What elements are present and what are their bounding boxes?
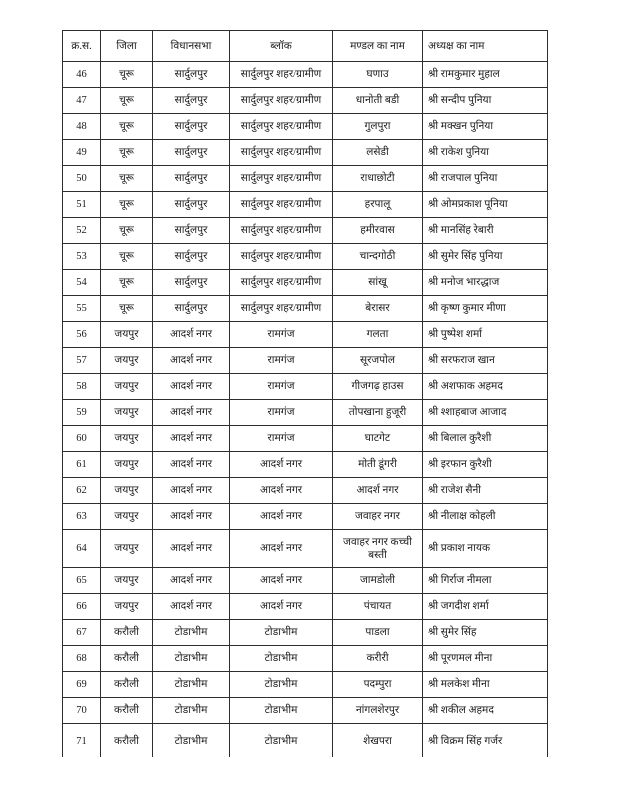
table-cell: आदर्श नगर [153,568,230,594]
table-cell: श्री बिलाल कुरैशी [423,426,548,452]
table-cell: जयपुर [101,348,153,374]
table-cell: श्री पूरणमल मीना [423,646,548,672]
table-cell: जयपुर [101,594,153,620]
table-row [63,568,548,594]
table-row [63,140,548,166]
table-cell: जयपुर [101,530,153,568]
table-cell: चूरू [101,114,153,140]
table-cell: श्री श्शाहबाज आजाद [423,400,548,426]
table-cell: सार्दुलपुर शहर/ग्रामीण [230,270,333,296]
table-cell: आदर्श नगर [153,478,230,504]
table-cell: चूरू [101,166,153,192]
table-cell: 49 [63,140,101,166]
table-cell: 70 [63,698,101,724]
table-cell: टोडाभीम [230,698,333,724]
table-cell: शेखपरा [333,724,423,758]
table-cell: सार्दुलपुर [153,166,230,192]
table-cell: बेरासर [333,296,423,322]
table-cell: चान्दगोठी [333,244,423,270]
table-cell: हमीरवास [333,218,423,244]
table-cell: चूरू [101,192,153,218]
table-cell: श्री पुष्पेश शर्मा [423,322,548,348]
table-cell: जयपुर [101,322,153,348]
table-cell: टोडाभीम [153,672,230,698]
table-cell: रामगंज [230,322,333,348]
table-cell: सार्दुलपुर शहर/ग्रामीण [230,244,333,270]
table-cell: हरपालू [333,192,423,218]
table-row [63,348,548,374]
table-cell: चूरू [101,296,153,322]
table-cell: 58 [63,374,101,400]
table-cell: करौली [101,620,153,646]
table-cell: आदर्श नगर [230,530,333,568]
table-row [63,296,548,322]
table-cell: 55 [63,296,101,322]
table-cell: करौली [101,698,153,724]
table-cell: 71 [63,724,101,758]
table-cell: 57 [63,348,101,374]
table-cell: श्री राजेश सैनी [423,478,548,504]
table-cell: श्री मलकेश मीना [423,672,548,698]
table-row [63,672,548,698]
table-cell: श्री ओमप्रकाश पूनिया [423,192,548,218]
table-cell: 53 [63,244,101,270]
column-header-2: विधानसभा [153,31,230,62]
table-cell: श्री सरफराज खान [423,348,548,374]
table-row [63,426,548,452]
table-cell: 62 [63,478,101,504]
table-cell: श्री विक्रम सिंह गर्जर [423,724,548,758]
table-cell: सार्दुलपुर शहर/ग्रामीण [230,62,333,88]
table-cell: 59 [63,400,101,426]
table-cell: टोडाभीम [153,698,230,724]
table-row [63,698,548,724]
table-cell: पाडला [333,620,423,646]
table-cell: गुलपुरा [333,114,423,140]
table-cell: श्री नीलाक्ष कोहली [423,504,548,530]
table-cell: राधाछोटी [333,166,423,192]
table-cell: 48 [63,114,101,140]
table-cell: चूरू [101,140,153,166]
table-cell: श्री रामकुमार मुहाल [423,62,548,88]
table-cell: 46 [63,62,101,88]
table-cell: जवाहर नगर [333,504,423,530]
table-cell: सार्दुलपुर [153,88,230,114]
table-cell: घणाउ [333,62,423,88]
column-header-5: अध्यक्ष का नाम [423,31,548,62]
table-cell: चूरू [101,62,153,88]
table-cell: आदर्श नगर [230,594,333,620]
table-cell: श्री सुमेर सिंह [423,620,548,646]
table-cell: श्री प्रकाश नायक [423,530,548,568]
table-cell: जयपुर [101,568,153,594]
table-cell: 65 [63,568,101,594]
table-cell: चूरू [101,244,153,270]
table-cell: गीजगढ़ हाउस [333,374,423,400]
table-cell: चूरू [101,218,153,244]
table-cell: सार्दुलपुर शहर/ग्रामीण [230,114,333,140]
table-cell: श्री मक्खन पुनिया [423,114,548,140]
table-cell: 50 [63,166,101,192]
table-cell: श्री इरफान कुरैशी [423,452,548,478]
table-cell: जयपुर [101,374,153,400]
table-row [63,504,548,530]
table-cell: घाटगेट [333,426,423,452]
table-cell: श्री शकील अहमद [423,698,548,724]
table-cell: सार्दुलपुर [153,140,230,166]
table-cell: रामगंज [230,348,333,374]
table-cell: 66 [63,594,101,620]
table-cell: नांगलशेरपुर [333,698,423,724]
table-cell: आदर्श नगर [230,568,333,594]
mandal-list-table [62,30,548,757]
table-cell: तोपखाना हुजूरी [333,400,423,426]
table-cell: 68 [63,646,101,672]
table-cell: आदर्श नगर [153,504,230,530]
table-cell: जवाहर नगर कच्ची बस्ती [333,530,423,568]
table-cell: करौली [101,646,153,672]
table-cell: रामगंज [230,426,333,452]
table-cell: पंचायत [333,594,423,620]
table-cell: सार्दुलपुर शहर/ग्रामीण [230,218,333,244]
table-cell: सार्दुलपुर [153,244,230,270]
table-row [63,594,548,620]
table-cell: आदर्श नगर [153,374,230,400]
table-cell: सार्दुलपुर शहर/ग्रामीण [230,88,333,114]
table-cell: श्री राकेश पुनिया [423,140,548,166]
column-header-1: जिला [101,31,153,62]
table-cell: करौली [101,724,153,758]
table-cell: आदर्श नगर [153,348,230,374]
table-row [63,322,548,348]
table-cell: सार्दुलपुर [153,62,230,88]
column-header-3: ब्लॉक [230,31,333,62]
table-cell: आदर्श नगर [153,426,230,452]
table-cell: करौली [101,672,153,698]
table-cell: जयपुर [101,452,153,478]
table-row [63,62,548,88]
table-cell: टोडाभीम [230,646,333,672]
mandal-list-table-container [62,30,549,757]
table-cell: रामगंज [230,400,333,426]
table-cell: 64 [63,530,101,568]
table-cell: 54 [63,270,101,296]
table-cell: टोडाभीम [230,620,333,646]
table-cell: श्री सन्दीप पुनिया [423,88,548,114]
table-cell: श्री कृष्ण कुमार मीणा [423,296,548,322]
table-cell: करीरी [333,646,423,672]
table-cell: आदर्श नगर [153,322,230,348]
table-cell: आदर्श नगर [230,478,333,504]
table-cell: लसेडी [333,140,423,166]
table-cell: पदम्पुरा [333,672,423,698]
table-cell: जयपुर [101,478,153,504]
table-cell: रामगंज [230,374,333,400]
table-cell: सार्दुलपुर [153,270,230,296]
column-header-4: मण्डल का नाम [333,31,423,62]
table-cell: टोडाभीम [230,672,333,698]
table-row [63,452,548,478]
table-row [63,620,548,646]
table-cell: चूरू [101,88,153,114]
table-cell: सार्दुलपुर शहर/ग्रामीण [230,140,333,166]
table-row [63,192,548,218]
table-cell: आदर्श नगर [333,478,423,504]
table-cell: टोडाभीम [230,724,333,758]
table-cell: 47 [63,88,101,114]
table-cell: 51 [63,192,101,218]
table-cell: जयपुर [101,400,153,426]
table-cell: 63 [63,504,101,530]
table-cell: आदर्श नगर [230,504,333,530]
table-cell: आदर्श नगर [230,452,333,478]
table-cell: सूरजपोल [333,348,423,374]
table-cell: श्री मानसिंह रेबारी [423,218,548,244]
table-cell: धानोती बडी [333,88,423,114]
table-cell: श्री अशफाक अहमद [423,374,548,400]
table-row [63,88,548,114]
table-cell: 61 [63,452,101,478]
table-row [63,270,548,296]
table-row [63,478,548,504]
table-cell: सार्दुलपुर [153,192,230,218]
table-cell: चूरू [101,270,153,296]
table-cell: सार्दुलपुर [153,114,230,140]
table-row [63,530,548,568]
table-cell: सार्दुलपुर शहर/ग्रामीण [230,296,333,322]
table-cell: 52 [63,218,101,244]
table-cell: 69 [63,672,101,698]
table-cell: श्री गिर्राज नीमला [423,568,548,594]
table-cell: जामडोली [333,568,423,594]
table-cell: गलता [333,322,423,348]
table-cell: आदर्श नगर [153,594,230,620]
table-cell: सार्दुलपुर शहर/ग्रामीण [230,166,333,192]
table-cell: मोती डूंगरी [333,452,423,478]
table-cell: सार्दुलपुर [153,296,230,322]
table-row [63,114,548,140]
table-cell: सांखू [333,270,423,296]
table-row [63,400,548,426]
table-cell: जयपुर [101,504,153,530]
table-row [63,374,548,400]
table-cell: आदर्श नगर [153,400,230,426]
table-cell: सार्दुलपुर शहर/ग्रामीण [230,192,333,218]
table-row [63,244,548,270]
table-row [63,724,548,758]
table-row [63,218,548,244]
table-cell: श्री जगदीश शर्मा [423,594,548,620]
table-cell: 67 [63,620,101,646]
column-header-0: क्र.स. [63,31,101,62]
table-row [63,646,548,672]
table-header-row [63,31,548,62]
table-row [63,166,548,192]
table-cell: टोडाभीम [153,646,230,672]
table-cell: श्री सुमेर सिंह पुनिया [423,244,548,270]
table-cell: टोडाभीम [153,724,230,758]
table-cell: 56 [63,322,101,348]
table-cell: टोडाभीम [153,620,230,646]
table-cell: आदर्श नगर [153,452,230,478]
table-cell: आदर्श नगर [153,530,230,568]
table-cell: सार्दुलपुर [153,218,230,244]
table-cell: जयपुर [101,426,153,452]
table-cell: श्री राजपाल पुनिया [423,166,548,192]
table-cell: श्री मनोज भारद्धाज [423,270,548,296]
table-cell: 60 [63,426,101,452]
